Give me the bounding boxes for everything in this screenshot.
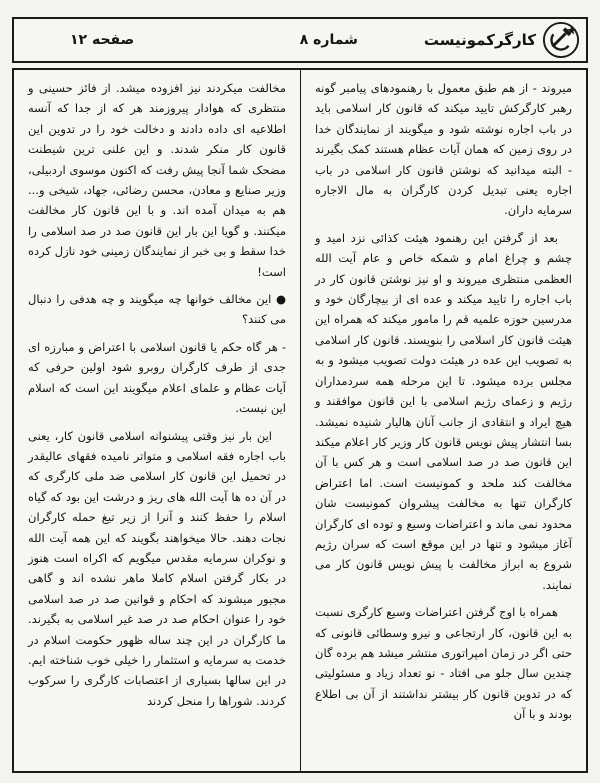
left-column xyxy=(14,70,300,771)
magazine-title: کارگرکمونیست xyxy=(423,31,536,49)
page-number: صفحه ۱۲ xyxy=(70,32,135,48)
paragraph: همراه با اوج گرفتن اعتراضات وسیع کارگری نسبت به این قانون، کار ارتجاعی و نیرو وسطائی قانونی که حتی اگر در زمان امپراتوری منتشر میشد هم برده گان چندین سال جلو می افتاد - نو تعداد زیاد و مسئولیتی که در تدوین قانون کار بیشتر نداشتند از آن بی اطلاع بودند و با آن xyxy=(315,605,572,722)
article-frame xyxy=(12,68,588,773)
paragraph: - هر گاه حکم یا قانون اسلامی با اعتراض و مبارزه ای جدی از طرف کارگران روبرو شود اولین حرفی که آیات عظام و علمای اعلام میگویند این است که اسلام این نیست. xyxy=(28,339,286,416)
issue-number: شماره ۸ xyxy=(299,32,358,48)
paragraph: مخالفت میکردند نیز افزوده میشد. از فائز حسینی و منتظری که هوادار پیروزمند هر که از جدا که آنسه اطلاعیه ای داده دادند و دخالت خود را در تدوین این قانون کار منکر شدند. و این علنی ترین شیطنت مضحک شما آنجا پیش رفت که اکنون موسوی اردبیلی، وزیر صنایع و معادن، محسن رضائی، جهاد، شیخی و... هم به میدان آمده اند. و با این قانون کار مخالفت میکنند. و گویا این بار این قانون صد در صد اسلامی را خدا سقط و بی خبر از نمایندگان زمینی خود نازل کرده است! xyxy=(28,81,286,279)
paragraph: میروند - از هم طبق معمول با رهنمودهای پیامبر گونه رهبر کارگرکش تایید میکند که قانون کار اسلامی باید در باب اجاره نوشته شود و میگویند از نمایندگان خدا در روی زمین که همان آیات عظام هستند کمک بگیرند - البته میدانید که نوشتن قانون کار اسلامی در باب اجاره یعنی تبدیل کردن کارگران به مال الاجاره سرمایه داران. xyxy=(315,81,572,218)
hammer-sickle-star-icon xyxy=(542,21,580,59)
paragraph: ● این مخالف خوانها چه میگویند و چه هدفی را دنبال می کنند؟ xyxy=(28,292,286,327)
paragraph: این بار نیز وقتی پیشنوانه اسلامی قانون کار، یعنی باب اجاره فقه اسلامی و متواتر نامیده فقهای عالیقدر در تحمیل این قانون کار اسلامی ضد ملی کارگری که در آن ده ها آیت الله های ریز و درشت این بود که گیاه اسلام را حفظ کنند و آنرا از زیر تیغ حمله کارگران نجات دهند. حالا میخواهند بگویند که این همه آیت الله و نوکران سرمایه مقدس میگویم که اکراه است هنوز در بکار گرفتن اسلام کاملا ماهر نشده اند و گاهی مجبور میشوند که احکام و قوانین صد در صد اسلامی خود را عنوان احکام صد در صد غیر اسلامی به بگیرند. ما کارگران در این چند ساله ظهور حکومت اسلام در خدمت به سرمایه و استثمار را خیلی خوب شناخته ایم. در این سالها بسیاری از اعتصابات کارگری را سرکوب کردند. شوراها را منحل کردند xyxy=(28,428,286,708)
right-column xyxy=(300,70,586,771)
paragraph: بعد از گرفتن این رهنمود هیئت کذائی نزد امید و چشم و چراغ امام و شمکه خاص و عام آیت الله العظمی منتظری میروند و او نیز نوشتن قانون کار در باب اجاره را تایید میکند و عده ای از بیچارگان خود و مدرسین حوزه علمیه قم را مامور میکند که همراه این هیئت قانون کار اسلامی را بنویسند. قانون کار اسلامی به تصویب این عده در هیئت دولت تصویب میشود و به مجلس برده میشود. تا این مرحله همه سردمداران رژیم و زعمای رژیم اسلامی با این قانون موافقند و هیچ ایراد و انتقادی از جانب آنان هالیار شنیده نمیشد. بسا انتشار پیش نویس قانون کار وزیر کار اعلام میکند این قانون صد در صد اسلامی است و هر کس با آن مخالفت کند ملحد و کمونیست است. اما اعتراض کارگران تنها به مخالفت پیشروان کمونیست شان محدود نمی ماند و اعتراضات وسیع و توده ای کارگران آغاز میشود و تنها در این موقع است که سران رژیم شروع به ابراز مخالفت با پیش نویس قانون کار می نمایند. xyxy=(315,230,572,592)
page-header xyxy=(12,17,588,63)
